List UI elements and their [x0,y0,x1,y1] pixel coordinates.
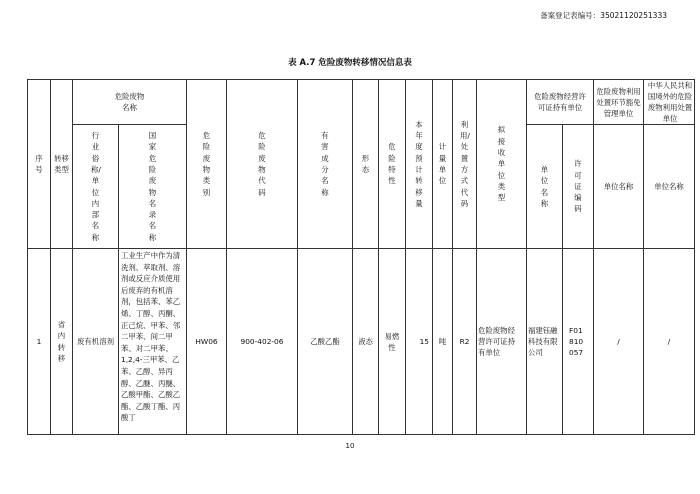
col-annual-qty: 本年度预计转移量 [406,80,433,249]
header-row-1 [28,80,695,125]
col-form: 形态 [353,80,379,249]
col-foreign-name: 单位名称 [644,125,695,249]
col-unit: 计量单位 [433,80,453,249]
col-licensed-group: 危险废物经营许可证持有单位 [527,80,594,125]
col-transfer-type: 转移类型 [51,80,73,249]
cell-hazard: 易燃性 [379,249,406,435]
col-industry-name: 行业俗称/单位内部名称 [73,125,119,249]
cell-exempt-name: / [594,249,644,435]
col-licensed-name: 单位名称 [527,125,563,249]
col-foreign-group: 中华人民共和国境外的危险废物利用处置单位 [644,80,695,125]
hazardous-waste-transfer-table [27,79,695,435]
col-waste-name-group: 危险废物名称 [73,80,187,125]
cell-transfer-type: 省内转移 [51,249,73,435]
cell-harmful: 乙酸乙酯 [298,249,353,435]
col-receiver-type: 拟接收单位类型 [477,80,527,249]
col-harmful: 有害成分名称 [298,80,353,249]
cell-foreign-name: / [644,249,695,435]
cell-receiver-type: 危险废物经营许可证持有单位 [477,249,527,435]
col-category: 危险废物类别 [187,80,227,249]
record-number: 备案登记表编号：35021120251333 [540,11,667,20]
table-title: 表 A.7 危险废物转移情况信息表 [288,58,412,68]
cell-unit: 吨 [433,249,453,435]
col-method: 利用/处置方式代码 [453,80,477,249]
cell-code: 900-402-06 [227,249,298,435]
cell-seq: 1 [28,249,51,435]
cell-form: 液态 [353,249,379,435]
cell-national-name: 工业生产中作为清洗剂、萃取剂、溶剂或反应介质使用后废弃的有机溶剂，包括苯、苯乙烯、丁醇、丙酮、正己烷、甲苯、邻二甲苯、间二甲苯、对二甲苯、1,2,4-三甲苯、乙苯、乙醇、异丙醇、乙醚、丙醚、乙酸甲酯、乙酸乙酯、乙酸丁酯、丙酸丁 [119,249,187,435]
col-hazard: 危险特性 [379,80,406,249]
col-license-no: 许可证编码 [563,125,594,249]
cell-licensed-name: 福建钰融科技有限公司 [527,249,563,435]
cell-method: R2 [453,249,477,435]
col-exempt-group: 危险废物利用处置环节豁免管理单位 [594,80,644,125]
cell-category: HW06 [187,249,227,435]
cell-license-no: F01810057 [563,249,594,435]
col-exempt-name: 单位名称 [594,125,644,249]
cell-industry-name: 废有机溶剂 [73,249,119,435]
col-code: 危险废物代码 [227,80,298,249]
table-row [28,249,695,435]
col-national-name: 国家危险废物名录名称 [119,125,187,249]
col-seq: 序号 [28,80,51,249]
page-number: 10 [345,442,355,450]
cell-annual-qty: 15 [406,249,433,435]
